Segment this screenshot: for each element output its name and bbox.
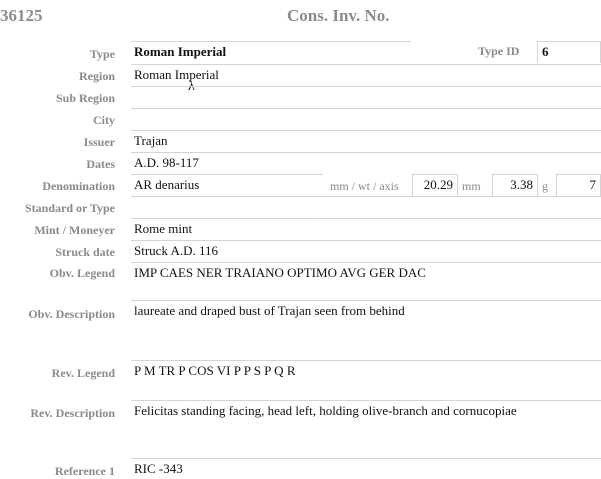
- rev-desc-field[interactable]: Felicitas standing facing, head left, holding olive-branch and cornucopiae: [131, 400, 601, 458]
- type-id-field[interactable]: 6: [537, 41, 601, 63]
- reference1-field[interactable]: RIC -343: [131, 458, 601, 478]
- weight-field[interactable]: 3.38: [492, 174, 538, 196]
- denomination-label: Denomination: [42, 179, 115, 193]
- mint-label: Mint / Moneyer: [34, 223, 115, 237]
- obv-legend-label: Obv. Legend: [49, 266, 115, 280]
- issuer-field[interactable]: Trajan: [131, 130, 601, 152]
- issuer-label: Issuer: [83, 135, 115, 149]
- moneyer-field[interactable]: [318, 218, 601, 240]
- rev-legend-label: Rev. Legend: [51, 366, 115, 380]
- weight-unit: g: [542, 179, 548, 193]
- city-field[interactable]: [131, 108, 601, 130]
- reference1-label: Reference 1: [54, 464, 115, 478]
- sub-region-field[interactable]: [131, 86, 601, 108]
- type-label: Type: [89, 47, 115, 61]
- obv-desc-label: Obv. Description: [28, 307, 115, 321]
- city-label: City: [93, 113, 115, 127]
- rev-desc-label: Rev. Description: [30, 406, 115, 420]
- text-cursor-icon: λ: [188, 79, 195, 94]
- denomination-field[interactable]: AR denarius: [131, 174, 323, 196]
- rev-legend-field[interactable]: P M TR P COS VI P P S P Q R: [131, 360, 601, 398]
- mint-field[interactable]: Rome mint: [131, 218, 317, 240]
- record-id: 36125: [0, 6, 43, 25]
- type-id-label: Type ID: [478, 44, 520, 58]
- obv-desc-field[interactable]: laureate and draped bust of Trajan seen from behind: [131, 300, 601, 360]
- diameter-field[interactable]: 20.29: [412, 174, 458, 196]
- axis-field[interactable]: 7: [556, 174, 601, 196]
- struck-date-field[interactable]: Struck A.D. 116: [131, 240, 601, 262]
- measure-label: mm / wt / axis: [330, 179, 399, 193]
- standard-field[interactable]: [131, 196, 601, 218]
- standard-label: Standard or Type: [24, 201, 115, 215]
- type-field[interactable]: Roman Imperial: [131, 41, 411, 63]
- dates-field[interactable]: A.D. 98-117: [131, 152, 601, 174]
- obv-legend-field[interactable]: IMP CAES NER TRAIANO OPTIMO AVG GER DAC: [131, 262, 601, 300]
- region-field[interactable]: Roman Imperial: [131, 64, 601, 86]
- region-label: Region: [79, 69, 115, 83]
- diameter-unit: mm: [462, 179, 481, 193]
- sub-region-label: Sub Region: [55, 91, 115, 105]
- struck-date-label: Struck date: [55, 245, 115, 259]
- cons-inv-label: Cons. Inv. No.: [287, 6, 390, 25]
- dates-label: Dates: [86, 157, 115, 171]
